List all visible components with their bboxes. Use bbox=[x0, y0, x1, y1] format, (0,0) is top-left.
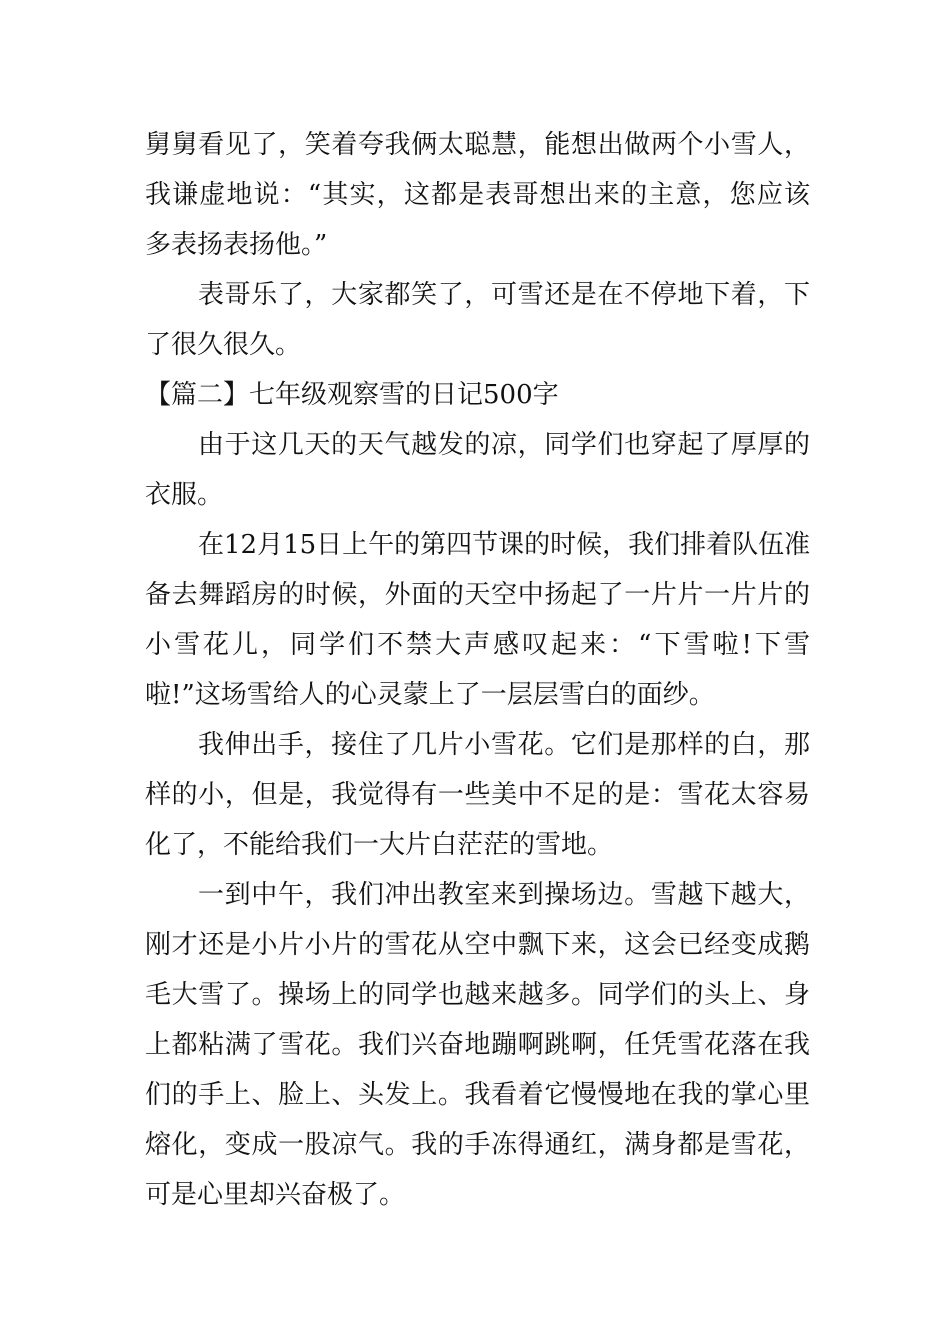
text-line: 多表扬表扬他。” bbox=[145, 230, 328, 260]
text-line: 小雪花儿，同学们不禁大声感叹起来：“下雪啦!下雪 bbox=[145, 630, 810, 660]
text-line: 样的小，但是，我觉得有一些美中不足的是：雪花太容易 bbox=[145, 780, 810, 810]
text-line: 可是心里却兴奋极了。 bbox=[145, 1180, 406, 1210]
text-line: 衣服。 bbox=[145, 480, 224, 510]
text-line: 备去舞蹈房的时候，外面的天空中扬起了一片片一片片的 bbox=[145, 580, 810, 610]
document-body bbox=[145, 120, 810, 1220]
text-line: 毛大雪了。操场上的同学也越来越多。同学们的头上、身 bbox=[145, 980, 810, 1010]
text-line: 在12月15日上午的第四节课的时候，我们排着队伍准 bbox=[198, 530, 811, 560]
text-line: 啦!”这场雪给人的心灵蒙上了一层层雪白的面纱。 bbox=[145, 680, 715, 710]
text-line: 上都粘满了雪花。我们兴奋地蹦啊跳啊，任凭雪花落在我 bbox=[145, 1030, 810, 1060]
text-line: 们的手上、脸上、头发上。我看着它慢慢地在我的掌心里 bbox=[145, 1080, 810, 1110]
text-line: 由于这几天的天气越发的凉，同学们也穿起了厚厚的 bbox=[198, 430, 810, 460]
text-line: 我伸出手，接住了几片小雪花。它们是那样的白，那 bbox=[198, 730, 810, 760]
text-line: 了很久很久。 bbox=[145, 330, 302, 360]
text-line: 一到中午，我们冲出教室来到操场边。雪越下越大， bbox=[198, 880, 810, 910]
text-line: 刚才还是小片小片的雪花从空中飘下来，这会已经变成鹅 bbox=[145, 930, 810, 960]
text-line: 化了，不能给我们一大片白茫茫的雪地。 bbox=[145, 830, 614, 860]
text-line: 我谦虚地说：“其实，这都是表哥想出来的主意，您应该 bbox=[145, 180, 810, 210]
text-line: 表哥乐了，大家都笑了，可雪还是在不停地下着，下 bbox=[198, 280, 810, 310]
text-line: 熔化，变成一股凉气。我的手冻得通红，满身都是雪花， bbox=[145, 1130, 810, 1160]
text-line: 舅舅看见了，笑着夸我俩太聪慧，能想出做两个小雪人， bbox=[145, 130, 810, 160]
section-heading: 【篇二】七年级观察雪的日记500字 bbox=[145, 380, 559, 410]
